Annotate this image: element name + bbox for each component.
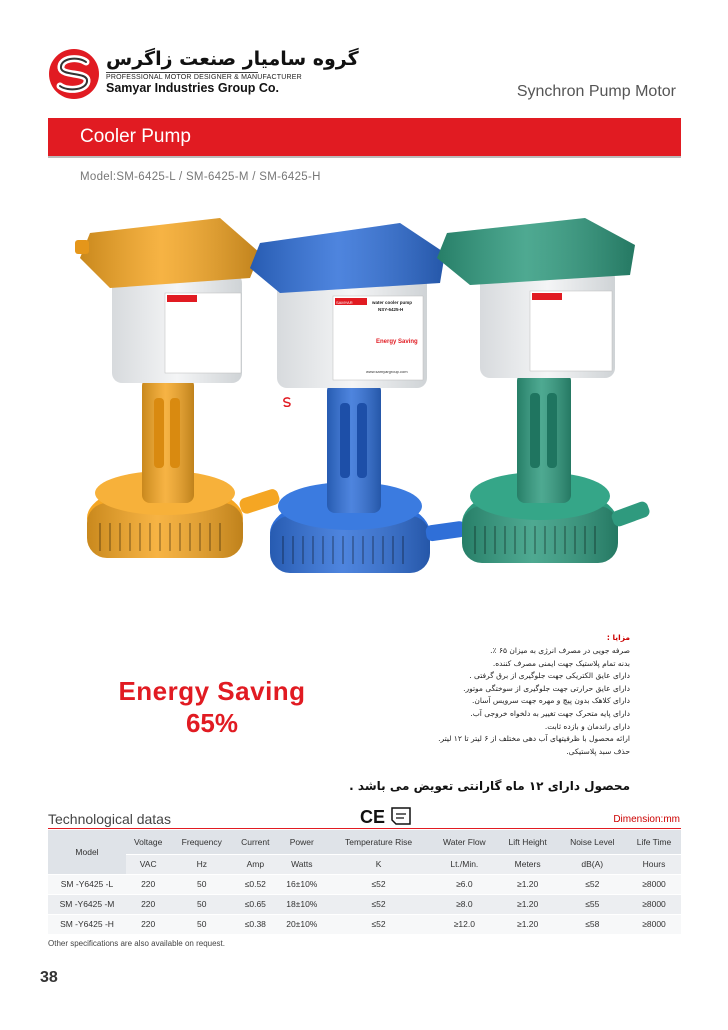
table-cell: 50: [170, 894, 233, 914]
label-title: water cooler pump: [372, 300, 413, 305]
table-cell: ≥8000: [627, 894, 681, 914]
table-cell: ≤0.65: [233, 894, 277, 914]
unit-noise: dB(A): [558, 854, 627, 874]
col-life-time: Life Time: [627, 830, 681, 854]
table-cell: ≥8.0: [431, 894, 498, 914]
table-cell: ≥1.20: [498, 914, 558, 934]
table-cell: ≤52: [326, 914, 431, 934]
table-row: [48, 914, 681, 934]
col-power: Power: [277, 830, 326, 854]
col-frequency: Frequency: [170, 830, 233, 854]
tech-data-title: Technological datas: [48, 811, 171, 827]
col-lift-height: Lift Height: [498, 830, 558, 854]
orange-pump: [75, 218, 281, 558]
col-noise-level: Noise Level: [558, 830, 627, 854]
col-water-flow: Water Flow: [431, 830, 498, 854]
label-subbrand: SAMYAR GROUP: [336, 306, 361, 310]
features-heading: مزایا :: [606, 633, 630, 642]
tech-divider: [48, 828, 681, 829]
energy-saving-callout: [92, 676, 332, 739]
table-cell: ≥6.0: [431, 874, 498, 894]
table-cell: ≤52: [326, 874, 431, 894]
unit-life-time: Hours: [627, 854, 681, 874]
small-logo-icon: [282, 397, 292, 407]
product-category: Synchron Pump Motor: [516, 83, 676, 100]
feature-item: دارای پایه متحرک جهت تغییر به دلخواه خروجی آب.: [470, 708, 630, 718]
col-temperature-rise: Temperature Rise: [326, 830, 431, 854]
feature-item: صرفه جویی در مصرف انرژی به میزان ۶۵ ٪.: [490, 646, 630, 655]
features-list: [350, 633, 630, 758]
energy-saving-percent: 65%: [185, 708, 239, 738]
label-slogan: Energy Saving: [376, 339, 418, 345]
energy-saving-text: Energy Saving: [118, 676, 306, 706]
row-model: SM -Y6425 -H: [48, 914, 126, 934]
company-name-en: Samyar Industries Group Co.: [106, 81, 279, 95]
unit-voltage: VAC: [126, 854, 170, 874]
company-tagline: PROFESSIONAL MOTOR DESIGNER & MANUFACTURER: [106, 74, 302, 81]
table-cell: 20±10%: [277, 914, 326, 934]
table-row: [48, 894, 681, 914]
table-cell: ≥1.20: [498, 874, 558, 894]
feature-item: حذف سبد پلاستیکی.: [566, 746, 630, 756]
unit-temperature: K: [326, 854, 431, 874]
green-pump: [437, 218, 651, 563]
table-cell: 220: [126, 874, 170, 894]
unit-frequency: Hz: [170, 854, 233, 874]
table-cell: 18±10%: [277, 894, 326, 914]
table-cell: ≤0.38: [233, 914, 277, 934]
table-cell: ≤52: [326, 894, 431, 914]
table-cell: ≤55: [558, 894, 627, 914]
feature-item: دارای عایق الکتریکی جهت جلوگیری از برق گرفتی .: [469, 671, 630, 681]
table-cell: ≤0.52: [233, 874, 277, 894]
table-cell: 16±10%: [277, 874, 326, 894]
label-brand: SAMYAR: [336, 300, 353, 305]
page-title: Cooler Pump: [80, 126, 191, 147]
row-model: SM -Y6425 -L: [48, 874, 126, 894]
unit-power: Watts: [277, 854, 326, 874]
row-model: SM -Y6425 -M: [48, 894, 126, 914]
company-logo: [48, 48, 359, 100]
col-current: Current: [233, 830, 277, 854]
page-number: 38: [40, 969, 58, 986]
title-banner: [48, 118, 681, 156]
warranty-text: محصول دارای ۱۲ ماه گارانتی تعویض می باشد .: [349, 779, 630, 793]
standard-mark-icon: [392, 808, 410, 824]
ce-mark-icon: CE: [360, 807, 386, 827]
unit-current: Amp: [233, 854, 277, 874]
table-cell: ≥8000: [627, 874, 681, 894]
product-photo: [60, 208, 680, 593]
feature-item: بدنه تمام پلاستیک جهت ایمنی مصرف کننده.: [492, 658, 630, 668]
table-row: [48, 874, 681, 894]
company-name-fa: گروه سامیار صنعت زاگرس: [106, 48, 359, 70]
dimension-unit: Dimension:mm: [613, 814, 680, 825]
table-cell: 220: [126, 914, 170, 934]
feature-item: ارائه محصول با ظرفیتهای آب دهی مختلف از ۶ لیتر تا ۱۲ لیتر.: [438, 734, 630, 744]
samyar-logo-icon: [48, 48, 100, 100]
label-model: NSY-6425-H: [378, 307, 404, 312]
model-list: Model:SM-6425-L / SM-6425-M / SM-6425-H: [80, 171, 321, 183]
table-cell: 50: [170, 874, 233, 894]
unit-water-flow: Lt./Min.: [431, 854, 498, 874]
table-cell: ≥1.20: [498, 894, 558, 914]
col-voltage: Voltage: [126, 830, 170, 854]
table-cell: ≥8000: [627, 914, 681, 934]
feature-item: دارای راندمان و بازده ثابت.: [544, 721, 630, 731]
table-cell: ≥12.0: [431, 914, 498, 934]
col-model: Model: [48, 830, 126, 874]
table-header-row: [48, 830, 681, 854]
specs-table: [48, 830, 681, 935]
banner-divider: [48, 156, 681, 158]
table-cell: ≤58: [558, 914, 627, 934]
table-cell: ≤52: [558, 874, 627, 894]
label-website: www.samyargroup.com: [366, 369, 408, 374]
table-units-row: [48, 854, 681, 874]
feature-item: دارای کلاهک بدون پیچ و مهره جهت سرویس آسان.: [472, 696, 630, 706]
specs-note: Other specifications are also available on request.: [48, 939, 225, 948]
feature-item: دارای عایق حرارتی جهت جلوگیری از سوختگی موتور.: [463, 683, 630, 693]
unit-lift-height: Meters: [498, 854, 558, 874]
table-cell: 50: [170, 914, 233, 934]
certification-marks: [360, 805, 414, 827]
table-cell: 220: [126, 894, 170, 914]
